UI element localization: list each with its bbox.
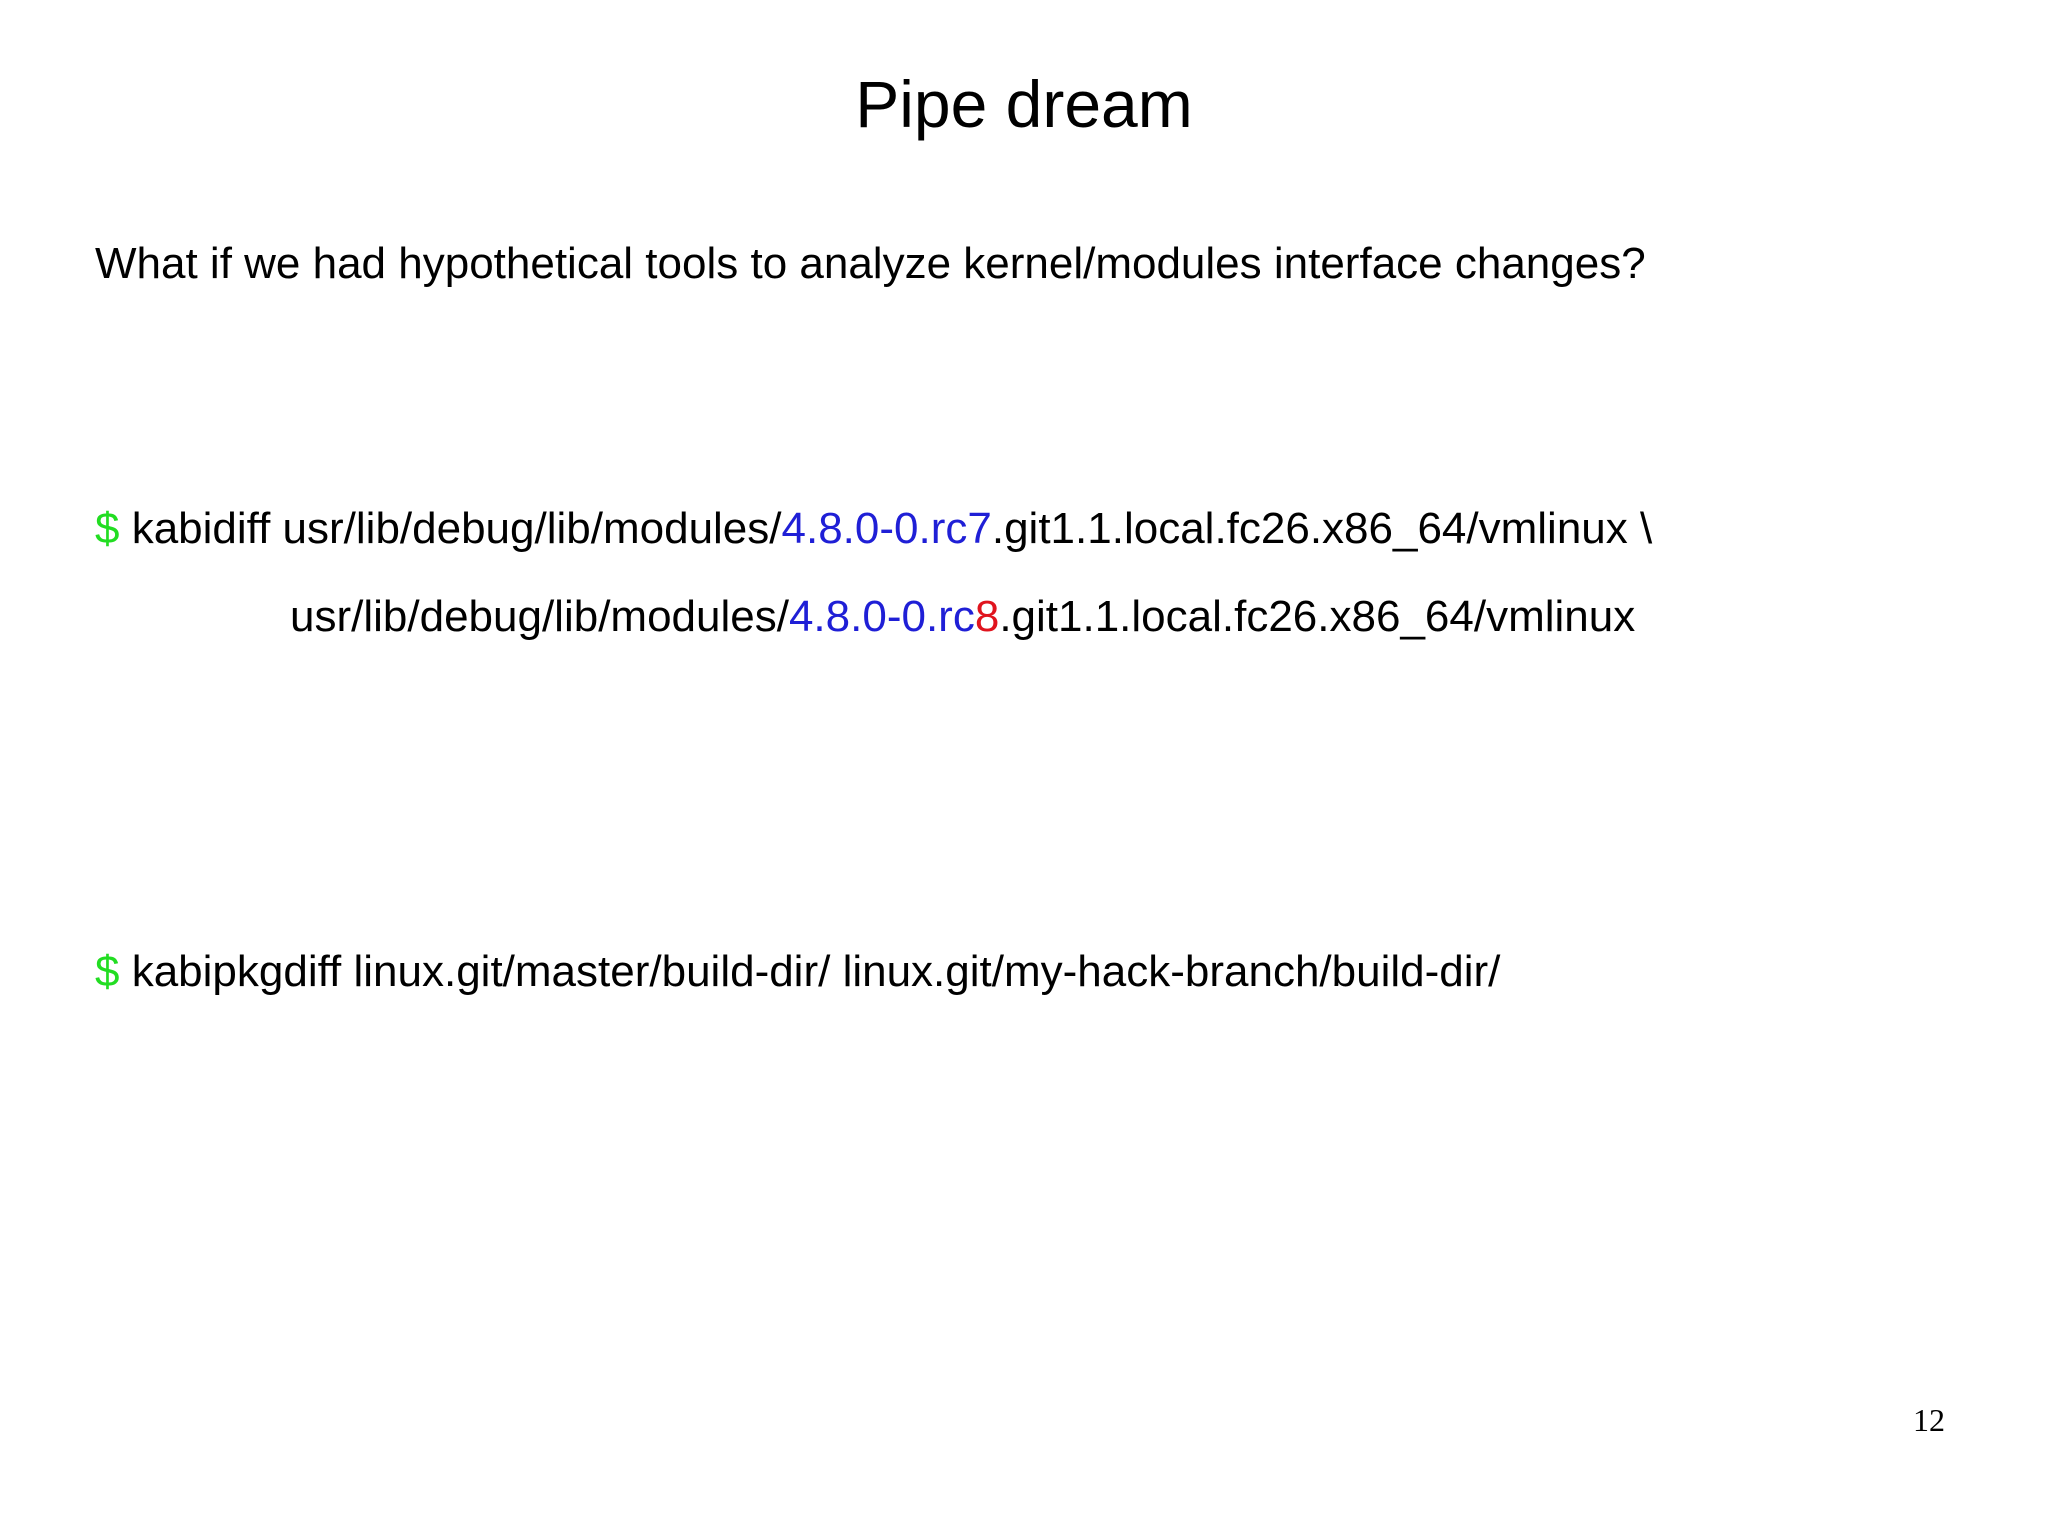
kabipkgdiff-command: kabipkgdiff linux.git/master/build-dir/ linux.git/my-hack-branch/build-dir/ xyxy=(119,947,1501,996)
kabidiff-command-line-2 xyxy=(290,589,1635,645)
kabidiff-command-line-1 xyxy=(95,501,1652,557)
kernel-version-a: 4.8.0-0.rc7 xyxy=(781,504,992,553)
slide-title: Pipe dream xyxy=(855,67,1193,141)
kernel-path-suffix-b: .git1.1.local.fc26.x86_64/vmlinux xyxy=(999,592,1636,641)
kabipkgdiff-command-line xyxy=(95,944,1500,1000)
kernel-version-b-prefix: 4.8.0-0.rc xyxy=(788,592,975,641)
shell-prompt: $ xyxy=(95,947,120,996)
page-number: 12 xyxy=(1913,1402,1945,1438)
kabidiff-command: kabidiff usr/lib/debug/lib/modules/ xyxy=(119,504,782,553)
kernel-path-suffix-a: .git1.1.local.fc26.x86_64/vmlinux \ xyxy=(991,504,1653,553)
kernel-path-b: usr/lib/debug/lib/modules/ xyxy=(290,592,789,641)
kernel-version-b-changed-digit: 8 xyxy=(974,592,1000,641)
question-text: What if we had hypothetical tools to analyze kernel/modules interface changes? xyxy=(95,239,1646,288)
shell-prompt: $ xyxy=(95,504,120,553)
